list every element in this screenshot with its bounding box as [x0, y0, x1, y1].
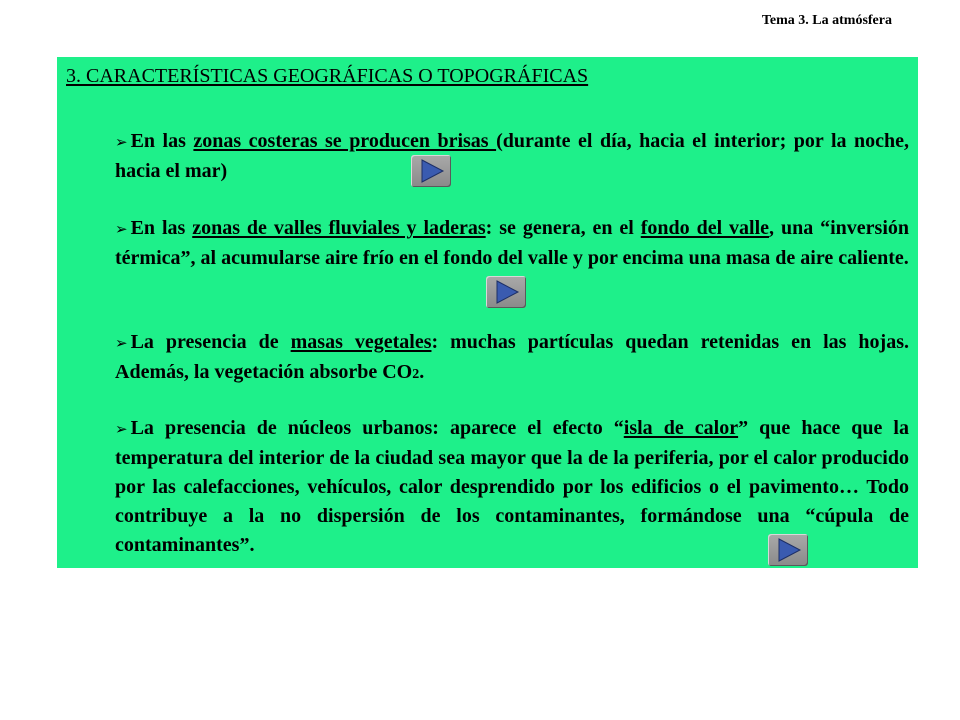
- bullet-vegetation: ➢ La presencia de masas vegetales: muchas partículas quedan retenidas en las hojas. Además, la vegetación absorbe CO2.: [115, 331, 909, 383]
- underlined-term: masas vegetales: [290, 331, 432, 353]
- section-title: 3. CARACTERÍSTICAS GEOGRÁFICAS O TOPOGRÁFICAS: [66, 65, 589, 87]
- play-arrow-icon: [411, 155, 451, 187]
- bullet-urban: ➢ La presencia de núcleos urbanos: aparece el efecto “isla de calor” que hace que la temperatura del interior de la ciudad sea mayor que la de la periferia, por el calor producido por las calefacciones, vehículos, calor desprendido por los edificios o el pavimento… Todo contribuye a la no dispersión de los contaminantes, formándose una “cúpula de contaminantes”.: [115, 417, 909, 556]
- slide-header: Tema 3. La atmósfera: [761, 13, 892, 28]
- underlined-term: fondo del valle: [640, 217, 770, 239]
- arrow-bullet-icon: ➢: [115, 420, 128, 438]
- bullet-coastal-breezes: ➢ En las zonas costeras se producen brisas (durante el día, hacia el interior; por la noche, hacia el mar): [115, 130, 909, 182]
- content-panel: [57, 57, 918, 568]
- play-button-valleys[interactable]: [486, 276, 526, 308]
- play-arrow-icon: [768, 534, 808, 566]
- underlined-term: zonas costeras se producen brisas: [193, 130, 497, 152]
- arrow-bullet-icon: ➢: [115, 334, 128, 352]
- subscript: 2: [412, 367, 420, 382]
- arrow-bullet-icon: ➢: [115, 133, 128, 151]
- underlined-term: isla de calor: [623, 417, 739, 439]
- play-arrow-icon: [486, 276, 526, 308]
- arrow-bullet-icon: ➢: [115, 220, 128, 238]
- bullet-valleys: ➢ En las zonas de valles fluviales y laderas: se genera, en el fondo del valle, una “inversión térmica”, al acumularse aire frío en el fondo del valle y por encima una masa de aire caliente.: [115, 217, 909, 269]
- play-button-urban[interactable]: [768, 534, 808, 566]
- play-button-coastal[interactable]: [411, 155, 451, 187]
- underlined-term: zonas de valles fluviales y laderas: [192, 217, 486, 239]
